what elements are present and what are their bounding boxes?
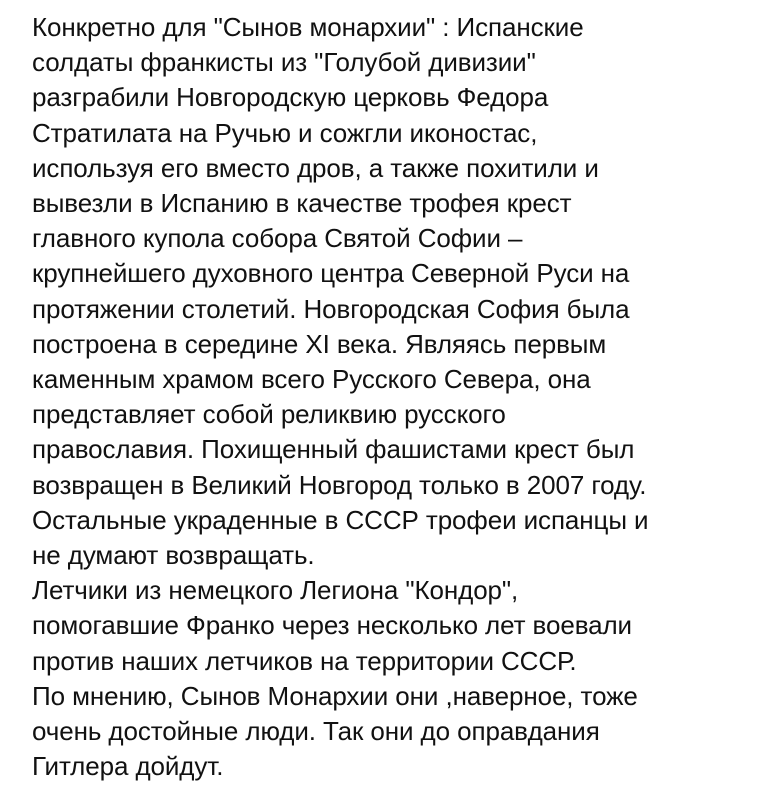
post-text xyxy=(32,10,751,784)
text-line: протяжении столетий. Новгородская София была xyxy=(32,293,630,324)
text-line: помогавшие Франко через несколько лет воевали xyxy=(32,610,632,641)
text-line: Летчики из немецкого Легиона "Кондор", xyxy=(32,575,519,606)
text-line: Стратилата на Ручью и сожгли иконостас, xyxy=(32,117,538,148)
text-line: очень достойные люди. Так они до оправдания xyxy=(32,716,600,747)
text-line: представляет собой реликвию русского xyxy=(32,399,506,430)
text-line: православия. Похищенный фашистами крест был xyxy=(32,434,635,465)
text-line: По мнению, Сынов Монархии они ,наверное, тоже xyxy=(32,680,638,711)
text-line: главного купола собора Святой Софии – xyxy=(32,223,523,254)
text-line: солдаты франкисты из "Голубой дивизии" xyxy=(32,47,536,78)
text-line: крупнейшего духовного центра Северной Руси на xyxy=(32,258,630,289)
text-line: Конкретно для "Сынов монархии" : Испанские xyxy=(32,12,584,42)
text-line: каменным храмом всего Русского Севера, она xyxy=(32,364,591,395)
text-line: разграбили Новгородскую церковь Федора xyxy=(32,82,549,113)
text-line: используя его вместо дров, а также похитили и xyxy=(32,152,599,183)
text-line: построена в середине XI века. Являясь первым xyxy=(32,328,607,359)
text-line: возвращен в Великий Новгород только в 2007 году. xyxy=(32,469,647,500)
text-line: Остальные украденные в СССР трофеи испанцы и xyxy=(32,504,649,535)
text-line: вывезли в Испанию в качестве трофея крест xyxy=(32,188,572,219)
text-line: против наших летчиков на территории СССР. xyxy=(32,645,577,676)
text-line: не думают возвращать. xyxy=(32,540,315,571)
text-line: Гитлера дойдут. xyxy=(32,751,224,782)
